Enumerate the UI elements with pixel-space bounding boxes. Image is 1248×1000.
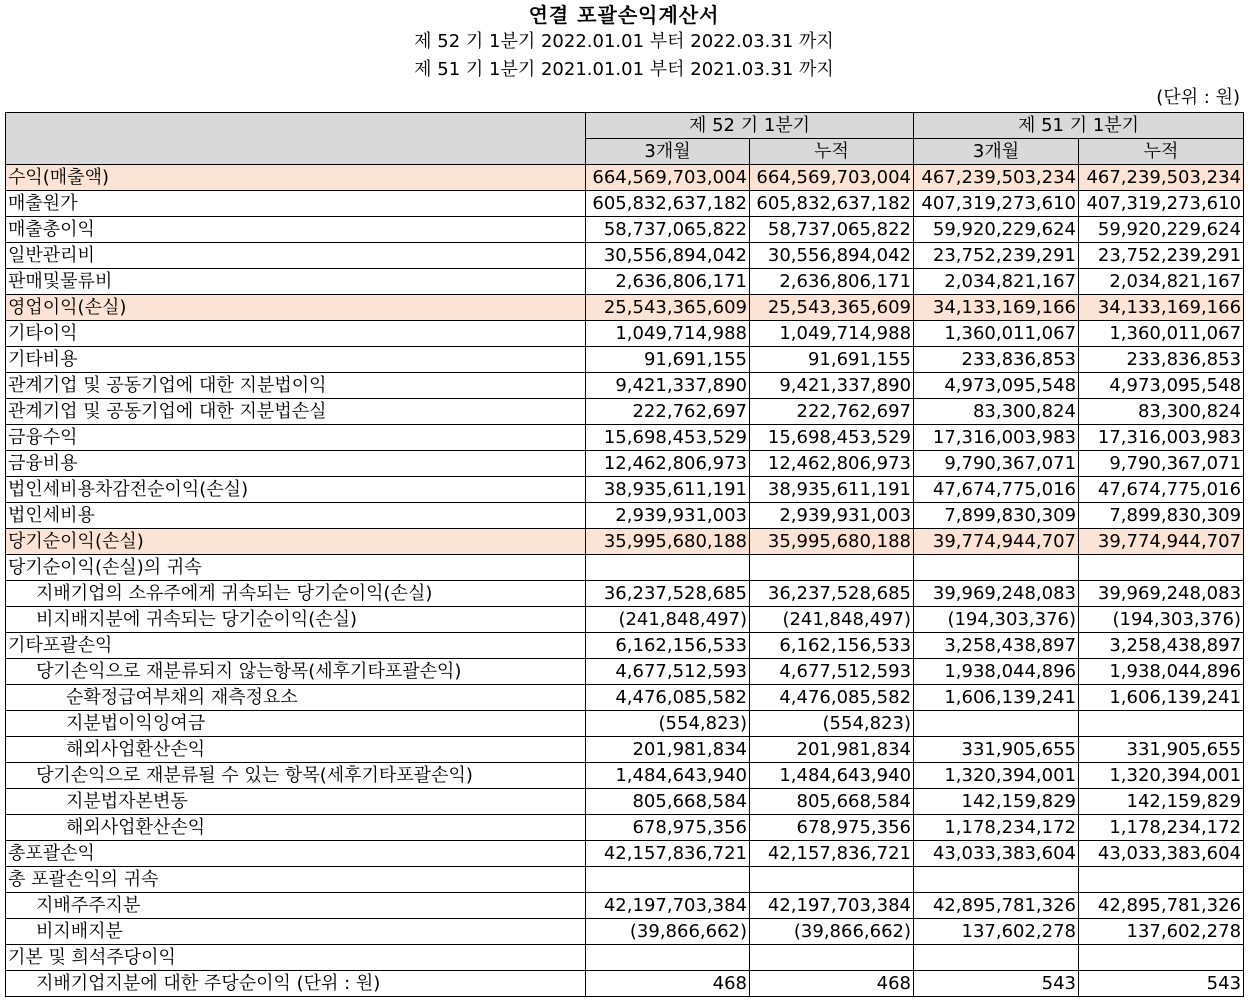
row-label: 총포괄손익 bbox=[6, 841, 586, 867]
value-cell: 38,935,611,191 bbox=[750, 477, 914, 503]
value-cell: (554,823) bbox=[586, 711, 750, 737]
value-cell bbox=[1079, 711, 1244, 737]
table-row bbox=[6, 269, 1244, 295]
table-row bbox=[6, 867, 1244, 893]
value-cell: 34,133,169,166 bbox=[914, 295, 1079, 321]
value-cell: 331,905,655 bbox=[1079, 737, 1244, 763]
value-cell: (39,866,662) bbox=[586, 919, 750, 945]
value-cell: 2,939,931,003 bbox=[586, 503, 750, 529]
value-cell: 2,636,806,171 bbox=[586, 269, 750, 295]
row-label: 기본 및 희석주당이익 bbox=[6, 945, 586, 971]
value-cell: 222,762,697 bbox=[586, 399, 750, 425]
value-cell: 664,569,703,004 bbox=[750, 165, 914, 191]
value-cell: 543 bbox=[1079, 971, 1244, 997]
value-cell: 23,752,239,291 bbox=[914, 243, 1079, 269]
row-label: 순확정급여부채의 재측정요소 bbox=[6, 685, 586, 711]
value-cell: 468 bbox=[586, 971, 750, 997]
value-cell: 4,677,512,593 bbox=[586, 659, 750, 685]
row-label: 판매및물류비 bbox=[6, 269, 586, 295]
value-cell: 35,995,680,188 bbox=[750, 529, 914, 555]
value-cell: 9,790,367,071 bbox=[1079, 451, 1244, 477]
value-cell bbox=[750, 945, 914, 971]
table-row bbox=[6, 841, 1244, 867]
period-header-row bbox=[6, 113, 1244, 139]
value-cell: 12,462,806,973 bbox=[586, 451, 750, 477]
value-cell: 12,462,806,973 bbox=[750, 451, 914, 477]
header-cumulative-52: 누적 bbox=[750, 139, 914, 165]
table-row bbox=[6, 165, 1244, 191]
value-cell: 331,905,655 bbox=[914, 737, 1079, 763]
header-period-51: 제 51 기 1분기 bbox=[914, 113, 1244, 139]
row-label: 관계기업 및 공동기업에 대한 지분법이익 bbox=[6, 373, 586, 399]
table-row bbox=[6, 477, 1244, 503]
value-cell: 9,421,337,890 bbox=[586, 373, 750, 399]
table-row bbox=[6, 555, 1244, 581]
value-cell: (241,848,497) bbox=[586, 607, 750, 633]
row-label: 해외사업환산손익 bbox=[6, 737, 586, 763]
row-label: 법인세비용 bbox=[6, 503, 586, 529]
row-label: 영업이익(손실) bbox=[6, 295, 586, 321]
value-cell: 59,920,229,624 bbox=[1079, 217, 1244, 243]
value-cell: 58,737,065,822 bbox=[586, 217, 750, 243]
value-cell bbox=[586, 555, 750, 581]
value-cell bbox=[586, 867, 750, 893]
row-label: 법인세비용차감전순이익(손실) bbox=[6, 477, 586, 503]
value-cell: 1,320,394,001 bbox=[914, 763, 1079, 789]
value-cell: (194,303,376) bbox=[914, 607, 1079, 633]
row-label: 지배주주지분 bbox=[6, 893, 586, 919]
value-cell: 17,316,003,983 bbox=[1079, 425, 1244, 451]
value-cell: 15,698,453,529 bbox=[750, 425, 914, 451]
value-cell: 467,239,503,234 bbox=[914, 165, 1079, 191]
value-cell: 222,762,697 bbox=[750, 399, 914, 425]
value-cell: 3,258,438,897 bbox=[1079, 633, 1244, 659]
value-cell: 678,975,356 bbox=[586, 815, 750, 841]
value-cell: 605,832,637,182 bbox=[586, 191, 750, 217]
value-cell: 1,178,234,172 bbox=[1079, 815, 1244, 841]
value-cell: 6,162,156,533 bbox=[750, 633, 914, 659]
table-row bbox=[6, 763, 1244, 789]
table-row bbox=[6, 815, 1244, 841]
income-statement-table bbox=[5, 112, 1244, 997]
value-cell bbox=[914, 555, 1079, 581]
table-row bbox=[6, 685, 1244, 711]
table-row bbox=[6, 217, 1244, 243]
value-cell: 83,300,824 bbox=[914, 399, 1079, 425]
value-cell: 201,981,834 bbox=[586, 737, 750, 763]
row-label: 기타비용 bbox=[6, 347, 586, 373]
value-cell: 42,197,703,384 bbox=[750, 893, 914, 919]
value-cell bbox=[750, 555, 914, 581]
value-cell: 9,421,337,890 bbox=[750, 373, 914, 399]
value-cell: 4,476,085,582 bbox=[586, 685, 750, 711]
value-cell: 42,895,781,326 bbox=[914, 893, 1079, 919]
row-label: 지배기업의 소유주에게 귀속되는 당기순이익(손실) bbox=[6, 581, 586, 607]
row-label: 지분법자본변동 bbox=[6, 789, 586, 815]
value-cell: 23,752,239,291 bbox=[1079, 243, 1244, 269]
row-label: 금융수익 bbox=[6, 425, 586, 451]
table-row bbox=[6, 659, 1244, 685]
value-cell bbox=[914, 867, 1079, 893]
value-cell: 39,969,248,083 bbox=[1079, 581, 1244, 607]
value-cell: 678,975,356 bbox=[750, 815, 914, 841]
table-row bbox=[6, 919, 1244, 945]
value-cell: 233,836,853 bbox=[914, 347, 1079, 373]
value-cell bbox=[1079, 867, 1244, 893]
value-cell: 7,899,830,309 bbox=[914, 503, 1079, 529]
value-cell: 59,920,229,624 bbox=[914, 217, 1079, 243]
prior-period: 제 51 기 1분기 2021.01.01 부터 2021.03.31 까지 bbox=[414, 59, 834, 80]
value-cell: 468 bbox=[750, 971, 914, 997]
table-row bbox=[6, 789, 1244, 815]
value-cell: 47,674,775,016 bbox=[1079, 477, 1244, 503]
value-cell: 17,316,003,983 bbox=[914, 425, 1079, 451]
row-label: 기타포괄손익 bbox=[6, 633, 586, 659]
value-cell: 1,049,714,988 bbox=[750, 321, 914, 347]
value-cell: 1,049,714,988 bbox=[586, 321, 750, 347]
value-cell: 36,237,528,685 bbox=[586, 581, 750, 607]
value-cell: 2,034,821,167 bbox=[1079, 269, 1244, 295]
value-cell: 1,484,643,940 bbox=[586, 763, 750, 789]
value-cell: 1,178,234,172 bbox=[914, 815, 1079, 841]
value-cell: 36,237,528,685 bbox=[750, 581, 914, 607]
value-cell: 35,995,680,188 bbox=[586, 529, 750, 555]
table-row bbox=[6, 243, 1244, 269]
header-3month-51: 3개월 bbox=[914, 139, 1079, 165]
value-cell: 407,319,273,610 bbox=[914, 191, 1079, 217]
value-cell: (241,848,497) bbox=[750, 607, 914, 633]
table-row bbox=[6, 425, 1244, 451]
row-label: 당기순이익(손실) bbox=[6, 529, 586, 555]
table-row bbox=[6, 893, 1244, 919]
header-blank bbox=[6, 113, 586, 165]
value-cell: 30,556,894,042 bbox=[586, 243, 750, 269]
value-cell: 4,973,095,548 bbox=[1079, 373, 1244, 399]
table-row bbox=[6, 373, 1244, 399]
row-label: 기타이익 bbox=[6, 321, 586, 347]
value-cell: 34,133,169,166 bbox=[1079, 295, 1244, 321]
table-row bbox=[6, 399, 1244, 425]
current-period: 제 52 기 1분기 2022.01.01 부터 2022.03.31 까지 bbox=[414, 31, 834, 52]
value-cell: 25,543,365,609 bbox=[750, 295, 914, 321]
value-cell bbox=[914, 711, 1079, 737]
value-cell: 1,938,044,896 bbox=[1079, 659, 1244, 685]
row-label: 일반관리비 bbox=[6, 243, 586, 269]
table-row bbox=[6, 737, 1244, 763]
value-cell: 30,556,894,042 bbox=[750, 243, 914, 269]
value-cell: 42,157,836,721 bbox=[750, 841, 914, 867]
value-cell: 201,981,834 bbox=[750, 737, 914, 763]
table-row bbox=[6, 191, 1244, 217]
value-cell: 137,602,278 bbox=[1079, 919, 1244, 945]
value-cell: 83,300,824 bbox=[1079, 399, 1244, 425]
value-cell: (554,823) bbox=[750, 711, 914, 737]
row-label: 지분법이익잉여금 bbox=[6, 711, 586, 737]
value-cell bbox=[586, 945, 750, 971]
value-cell bbox=[1079, 555, 1244, 581]
unit-label: (단위 : 원) bbox=[1156, 87, 1240, 108]
table-row bbox=[6, 321, 1244, 347]
value-cell: 233,836,853 bbox=[1079, 347, 1244, 373]
value-cell: 39,969,248,083 bbox=[914, 581, 1079, 607]
value-cell: 42,157,836,721 bbox=[586, 841, 750, 867]
table-row bbox=[6, 633, 1244, 659]
value-cell: 43,033,383,604 bbox=[914, 841, 1079, 867]
row-label: 지배기업지분에 대한 주당순이익 (단위 : 원) bbox=[6, 971, 586, 997]
value-cell bbox=[914, 945, 1079, 971]
value-cell: 3,258,438,897 bbox=[914, 633, 1079, 659]
row-label: 비지배지분 bbox=[6, 919, 586, 945]
table-row bbox=[6, 971, 1244, 997]
value-cell: 2,636,806,171 bbox=[750, 269, 914, 295]
value-cell: 1,484,643,940 bbox=[750, 763, 914, 789]
value-cell: 4,476,085,582 bbox=[750, 685, 914, 711]
value-cell: 47,674,775,016 bbox=[914, 477, 1079, 503]
value-cell: 605,832,637,182 bbox=[750, 191, 914, 217]
value-cell: 2,034,821,167 bbox=[914, 269, 1079, 295]
value-cell: 805,668,584 bbox=[750, 789, 914, 815]
value-cell: 664,569,703,004 bbox=[586, 165, 750, 191]
value-cell: 142,159,829 bbox=[914, 789, 1079, 815]
value-cell: 91,691,155 bbox=[750, 347, 914, 373]
value-cell: 39,774,944,707 bbox=[914, 529, 1079, 555]
row-label: 해외사업환산손익 bbox=[6, 815, 586, 841]
table-row bbox=[6, 581, 1244, 607]
value-cell: 543 bbox=[914, 971, 1079, 997]
value-cell: 2,939,931,003 bbox=[750, 503, 914, 529]
value-cell: (39,866,662) bbox=[750, 919, 914, 945]
value-cell: 805,668,584 bbox=[586, 789, 750, 815]
header-period-52: 제 52 기 1분기 bbox=[586, 113, 914, 139]
value-cell: 1,320,394,001 bbox=[1079, 763, 1244, 789]
row-label: 관계기업 및 공동기업에 대한 지분법손실 bbox=[6, 399, 586, 425]
row-label: 총 포괄손익의 귀속 bbox=[6, 867, 586, 893]
row-label: 수익(매출액) bbox=[6, 165, 586, 191]
value-cell: (194,303,376) bbox=[1079, 607, 1244, 633]
value-cell: 43,033,383,604 bbox=[1079, 841, 1244, 867]
value-cell: 39,774,944,707 bbox=[1079, 529, 1244, 555]
row-label: 매출원가 bbox=[6, 191, 586, 217]
table-row bbox=[6, 945, 1244, 971]
row-label: 비지배지분에 귀속되는 당기순이익(손실) bbox=[6, 607, 586, 633]
header-3month-52: 3개월 bbox=[586, 139, 750, 165]
row-label: 당기손익으로 재분류되지 않는항목(세후기타포괄손익) bbox=[6, 659, 586, 685]
value-cell bbox=[750, 867, 914, 893]
value-cell: 1,360,011,067 bbox=[914, 321, 1079, 347]
value-cell: 91,691,155 bbox=[586, 347, 750, 373]
table-row bbox=[6, 503, 1244, 529]
value-cell: 9,790,367,071 bbox=[914, 451, 1079, 477]
value-cell: 1,360,011,067 bbox=[1079, 321, 1244, 347]
table-row bbox=[6, 607, 1244, 633]
value-cell: 1,606,139,241 bbox=[1079, 685, 1244, 711]
value-cell: 142,159,829 bbox=[1079, 789, 1244, 815]
row-label: 당기순이익(손실)의 귀속 bbox=[6, 555, 586, 581]
table-row bbox=[6, 711, 1244, 737]
value-cell: 1,938,044,896 bbox=[914, 659, 1079, 685]
table-row bbox=[6, 295, 1244, 321]
value-cell bbox=[1079, 945, 1244, 971]
value-cell: 25,543,365,609 bbox=[586, 295, 750, 321]
row-label: 매출총이익 bbox=[6, 217, 586, 243]
value-cell: 137,602,278 bbox=[914, 919, 1079, 945]
row-label: 금융비용 bbox=[6, 451, 586, 477]
value-cell: 42,197,703,384 bbox=[586, 893, 750, 919]
value-cell: 42,895,781,326 bbox=[1079, 893, 1244, 919]
table-row bbox=[6, 529, 1244, 555]
value-cell: 4,677,512,593 bbox=[750, 659, 914, 685]
table-row bbox=[6, 347, 1244, 373]
value-cell: 15,698,453,529 bbox=[586, 425, 750, 451]
value-cell: 4,973,095,548 bbox=[914, 373, 1079, 399]
value-cell: 7,899,830,309 bbox=[1079, 503, 1244, 529]
table-row bbox=[6, 451, 1244, 477]
value-cell: 6,162,156,533 bbox=[586, 633, 750, 659]
value-cell: 58,737,065,822 bbox=[750, 217, 914, 243]
value-cell: 1,606,139,241 bbox=[914, 685, 1079, 711]
value-cell: 467,239,503,234 bbox=[1079, 165, 1244, 191]
value-cell: 38,935,611,191 bbox=[586, 477, 750, 503]
statement-title: 연결 포괄손익계산서 bbox=[528, 3, 720, 27]
value-cell: 407,319,273,610 bbox=[1079, 191, 1244, 217]
row-label: 당기손익으로 재분류될 수 있는 항목(세후기타포괄손익) bbox=[6, 763, 586, 789]
header-cumulative-51: 누적 bbox=[1079, 139, 1244, 165]
